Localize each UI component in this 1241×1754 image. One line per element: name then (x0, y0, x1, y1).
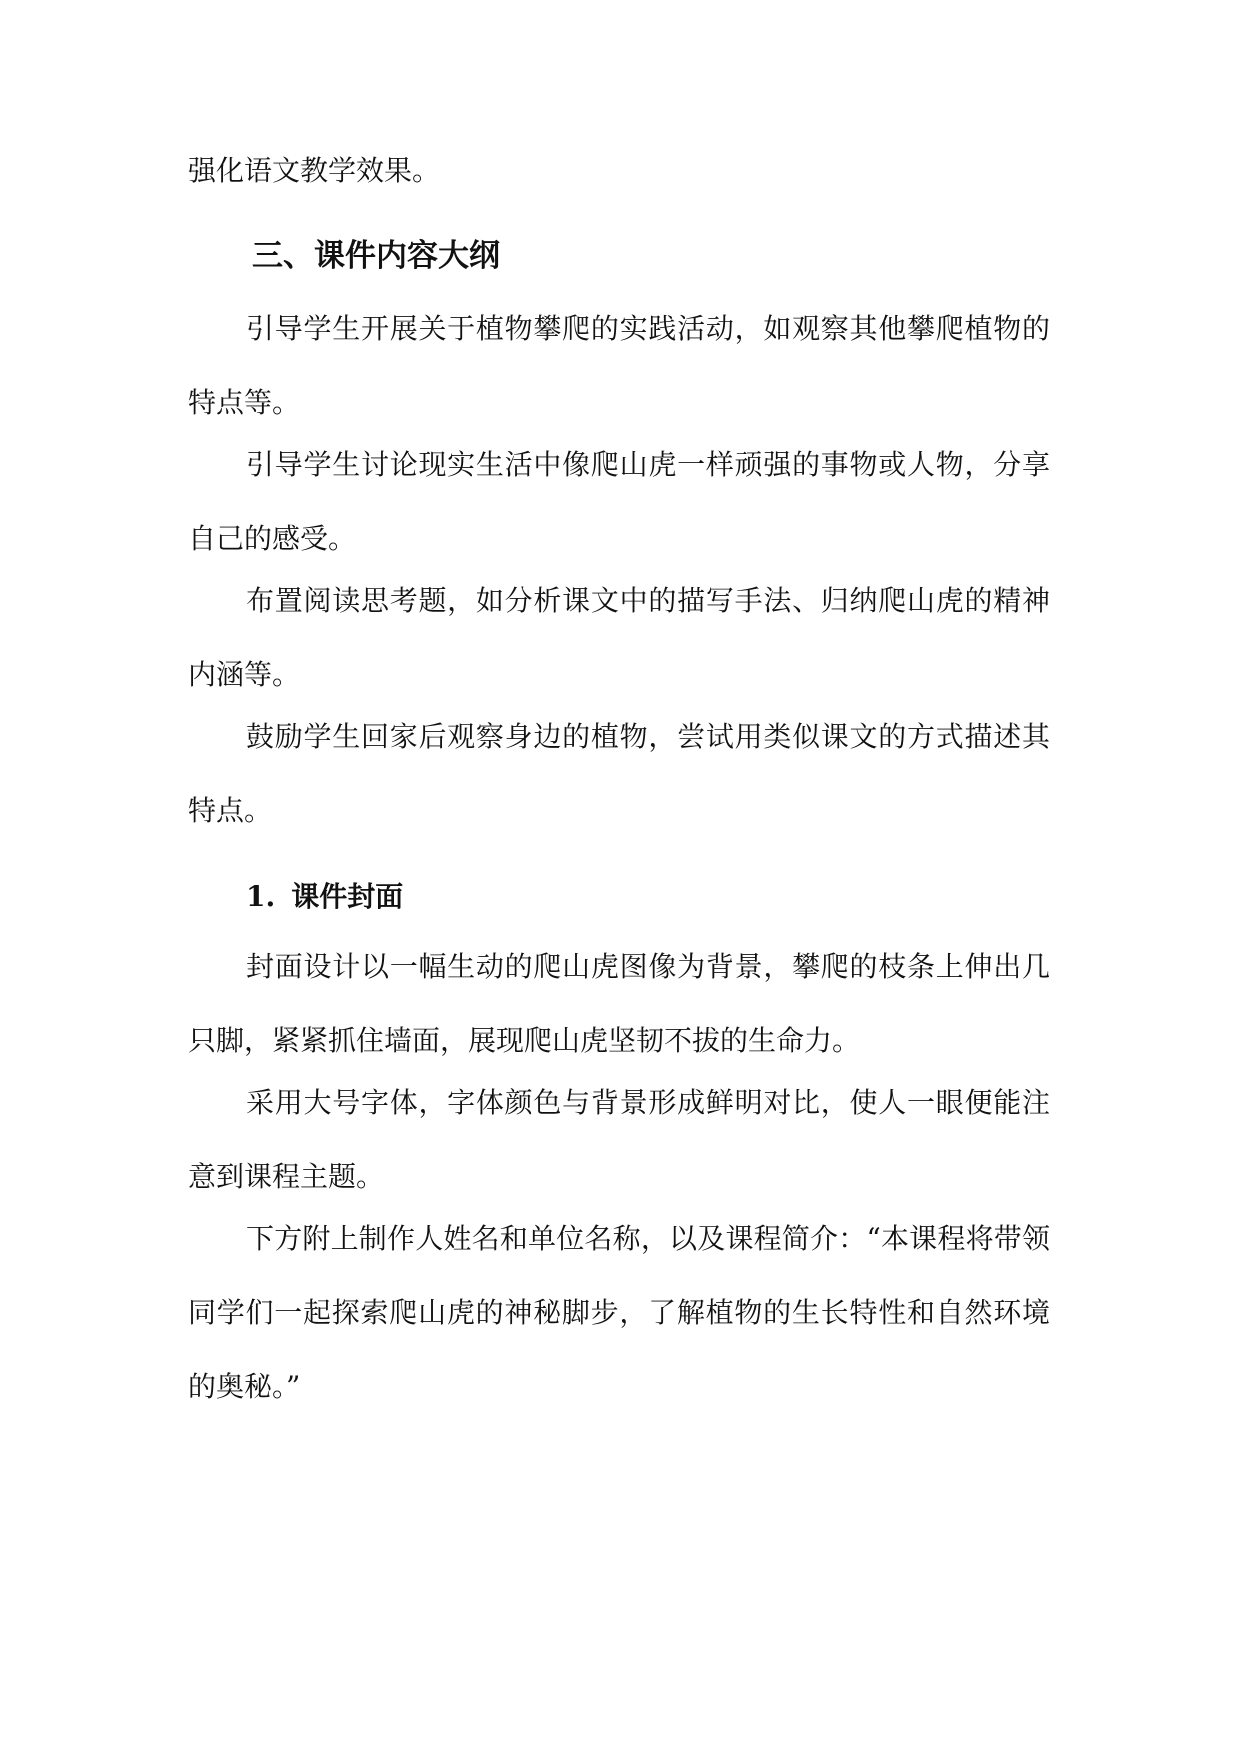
section-3-paragraph-4: 鼓励学生回家后观察身边的植物，尝试用类似课文的方式描述其特点。 (188, 720, 1050, 827)
section-3-paragraph-1: 引导学生开展关于植物攀爬的实践活动，如观察其他攀爬植物的特点等。 (188, 312, 1050, 419)
subsection-1-paragraph-2: 采用大号字体，字体颜色与背景形成鲜明对比，使人一眼便能注意到课程主题。 (188, 1086, 1050, 1193)
section-3-paragraph-2: 引导学生讨论现实生活中像爬山虎一样顽强的事物或人物，分享自己的感受。 (188, 448, 1050, 555)
subsection-1-heading (246, 878, 403, 916)
section-3-heading: 三、课件内容大纲 (252, 238, 500, 274)
section-3-paragraph-3: 布置阅读思考题，如分析课文中的描写手法、归纳爬山虎的精神内涵等。 (188, 584, 1050, 691)
subsection-1-number: 1. (246, 880, 276, 913)
subsection-1-paragraph-3: 下方附上制作人姓名和单位名称，以及课程简介：“本课程将带领同学们一起探索爬山虎的神秘脚步，了解植物的生长特性和自然环境的奥秘。” (188, 1222, 1050, 1403)
subsection-1-title: 课件封面 (291, 880, 404, 913)
intro-tail-paragraph: 强化语文教学效果。 (188, 154, 441, 187)
subsection-1-paragraph-1: 封面设计以一幅生动的爬山虎图像为背景，攀爬的枝条上伸出几只脚，紧紧抓住墙面，展现爬山虎坚韧不拔的生命力。 (188, 950, 1050, 1057)
